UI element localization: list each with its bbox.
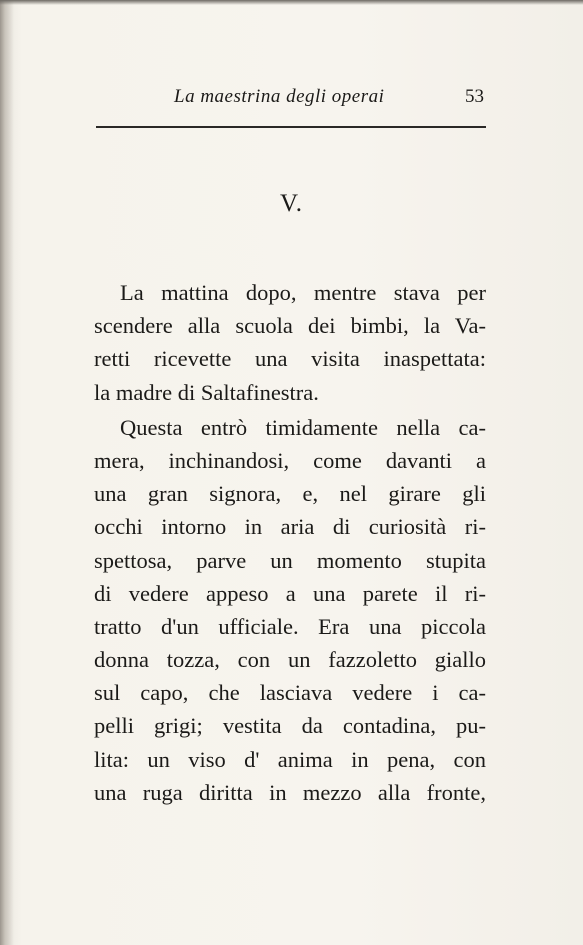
text-line: Questa entrò timidamente nella ca- (120, 414, 486, 440)
running-header (96, 86, 486, 114)
chapter-number: V. (279, 190, 304, 217)
paragraph-2 (94, 411, 486, 809)
header-rule (96, 126, 486, 128)
text-line: di vedere appeso a una parete il ri- (94, 580, 486, 606)
text-line: mera, inchinandosi, come davanti a (94, 447, 486, 473)
text-line: sul capo, che lasciava vedere i ca- (94, 680, 486, 706)
paragraph-1 (94, 276, 486, 409)
text-line: occhi intorno in aria di curiosità ri- (94, 514, 486, 540)
text-line: spettosa, parve un momento stupita (94, 547, 486, 573)
text-line: una gran signora, e, nel girare gli (94, 481, 486, 507)
text-line: una ruga diritta in mezzo alla fronte, (94, 779, 486, 805)
page-number: 53 (465, 86, 484, 107)
text-line: lita: un viso d' anima in pena, con (94, 746, 486, 772)
binding-edge (0, 0, 14, 945)
text-line: pelli grigi; vestita da contadina, pu- (94, 713, 486, 739)
text-line: tratto d'un ufficiale. Era una piccola (94, 613, 486, 639)
text-line: donna tozza, con un fazzoletto giallo (94, 647, 486, 673)
text-line: retti ricevette una visita inaspettata: (94, 346, 486, 372)
body-text (94, 276, 486, 809)
text-line: la madre di Saltafinestra. (94, 379, 319, 405)
running-title: La maestrina degli operai (174, 86, 385, 107)
text-line: scendere alla scuola dei bimbi, la Va- (94, 313, 486, 339)
text-line: La mattina dopo, mentre stava per (120, 280, 486, 305)
page-top-edge (0, 0, 583, 5)
